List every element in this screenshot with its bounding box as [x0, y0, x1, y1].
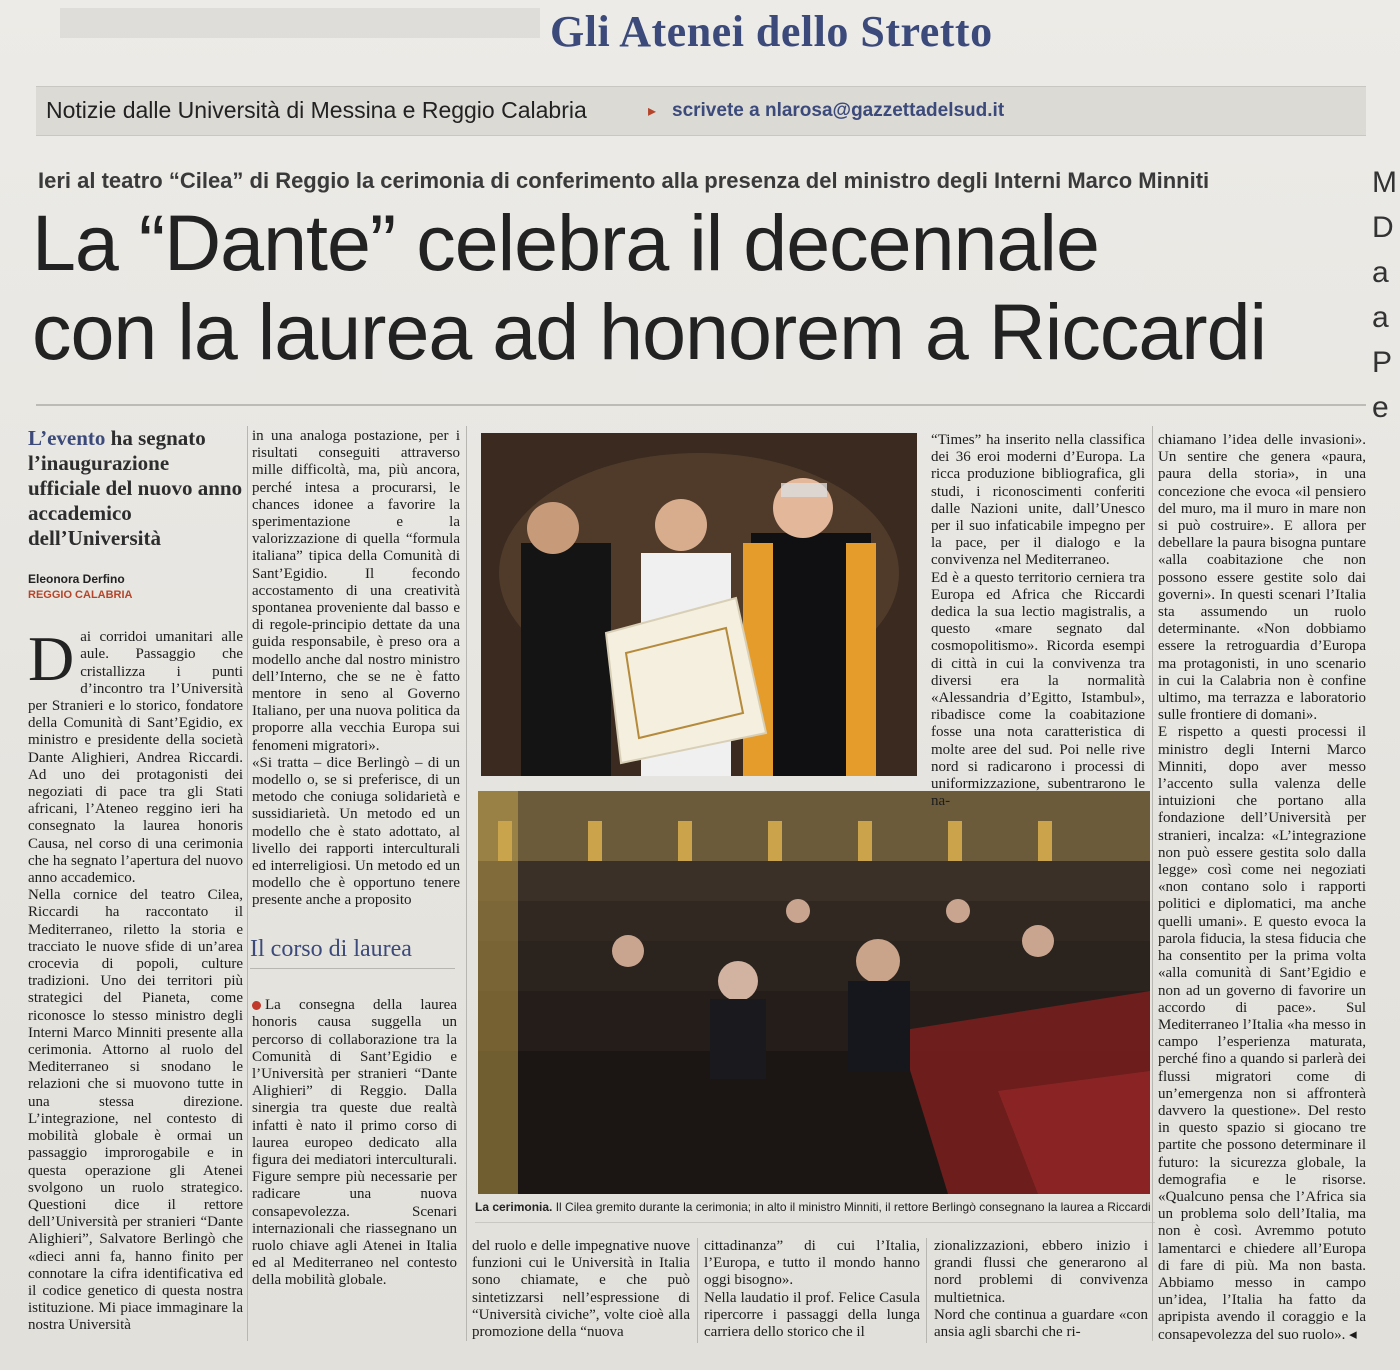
- subhead-rule: [250, 968, 455, 969]
- column-1-text: ai corridoi umanitari alle aule. Passaggio che cristallizza i punti d’incontro tra l’Università per Stranieri e lo storico, fondatore della Comunità di Sant’Egidio, ex ministro e presidente della società Dante Alighieri, Andrea Riccardi. Ad uno dei protagonisti dei negoziati di pace tra gli Stati africani, l’Ateneo reggino ieri ha consegnato la laurea honoris Causa, nel corso di una cerimonia che ha segnato l’apertura del nuovo anno accademico. Nella cornice del teatro Cilea, Riccardi ha raccontato il Mediterraneo, riletto la storia e tracciato le nuove sfide di un’area crocevia di popoli, culture tradizioni. Uno dei territori più strategici del Pianeta, come riconosce lo stesso ministro degli Interni Marco Minniti presente alla cerimonia. Attorno al ruolo del Mediterraneo si snodano le relazioni che si muovono tutte in una stessa direzione. L’integrazione, nel contesto di mobilità globale è ormai un passaggio improrogabile e in questa operazione gli Atenei svolgono un ruolo strategico. Questioni dice il rettore dell’Università per stranieri “Dante Alighieri”, Salvatore Berlingò che «dieci anni fa, hanno finito per connotare la cifra identificativa ed il codice genetico di questa nostra istituzione. Mi piace immaginare la nostra Università: [28, 629, 243, 1334]
- notice-bar: [36, 86, 1366, 136]
- divider: [36, 404, 1366, 406]
- photo-audience: [478, 791, 1150, 1194]
- column-rule: [1152, 426, 1153, 1341]
- photo-caption: [475, 1200, 1155, 1214]
- edge-letter: a: [1372, 301, 1389, 334]
- column-4: chiamano l’idea delle invasioni». Un sentire che genera «paura, paura della storia», in una concezione che evoca «il pensiero del muro, ma il muro in mare non si può costruire». E allora per debellare la paura bisogna puntare «alla coabitazione che non possono essere gestite solo dai governi». In questi scenari l’Italia sta assumendo un ruolo determinante. «Non dobbiamo essere la retroguardia d’Europa ma protagonisti, in uno scenario in cui la Calabria non è confine ultimo, ma terrazza e laboratorio sulle frontiere di domani». E rispetto a questi processi il ministro degli Interni Marco Minniti, dopo aver messo l’accento sulla valenza delle intuizioni che portano alla fondazione dell’Università per stranieri, incalza: «L’integrazione non può essere gestita solo dalla legge» così come nei negoziati «non contano solo i rapporti politici e diplomatici, ma anche quelli umani». E questo evoca la parola fiducia, la stesa fiducia che ha consentito per la prima volta «alla comunità di Sant’Egidio e non ad un governo di favorire un accordo di pace». Sul Mediterraneo l’Italia «ha messo in campo l’esperienza maturata, perché fino a quando si parlerà dei flussi migratori come di un’emergenza non si affronterà davvero la questione». Del resto in questo spazio si giocano tre partite che possono determinare il futuro: la sicurezza globale, la demografia e le risorse. «Qualcuno pensa che l’Africa sia un problema solo dell’Italia, ma non è così. Avremmo potuto lamentarci e chiedere all’Europa di fare di più. Ma non basta. Abbiamo messo in campo un’idea, l’Italia ha fatto da apripista avendo il coraggio e la consapevolezza del suo ruolo». ◂: [1158, 432, 1366, 1343]
- box-text-body: La consegna della laurea honoris causa suggella un percorso di collaborazione tra la Comunità di Sant’Egidio e l’Università per stranieri “Dante Alighieri” di Reggio. Dalla sinergia tra queste due realtà infatti è nato il primo corso di laurea europeo dedicato alla figura dei mediatori interculturali. Figure sempre più necessarie per radicare una nuova consapevolezza. Scenari internazionali che riassegnano un ruolo chiave agli Atenei in Italia ed al Mediterraneo nel contesto della mobilità globale.: [252, 997, 457, 1289]
- audience-illustration: [478, 791, 1150, 1194]
- box-text: [252, 980, 457, 1340]
- column-2: in una analoga postazione, per i risultati conseguiti attraverso mille difficoltà, ma, più ancora, perché intesa a procurarsi, le chances idonee a favorire la sperimentazione e la valorizzazione di quella “formula italiana” tipica della Comunità di Sant’Egidio. Il fecondo accostamento di una creatività spontanea proveniente dal basso e di regole-principio dettate da una guida responsabile, è preso ora a modello anche dal nostro ministro dell’Interno, che se ne è fatto mentore in seno al Governo Italiano, per una nuova politica da proporre alla vecchia Europa sui fenomeni migratori». «Si tratta – dice Berlingò – di un modello o, se si preferisce, di un metodo che coniuga solidarietà e sussidiarietà. Un metodo ed un modello che è stato adottato, al livello dei rapporti interculturali ed interreligiosi. Un metodo ed un modello che è opportuno tenere presente anche a proposito: [252, 428, 460, 909]
- lead-accent: L’evento: [28, 426, 106, 450]
- edge-letter: P: [1372, 346, 1393, 379]
- column-bottom-1: del ruolo e delle impegnative nuove funzioni cui le Università in Italia sono chiamate, e che può sintetizzarsi nell’espressione di “Università civiche”, volte cioè alla promozione della “nuova: [472, 1238, 690, 1341]
- section-title: Gli Atenei dello Stretto: [550, 7, 993, 56]
- byline: [28, 572, 243, 601]
- headline: [32, 198, 1362, 376]
- column-bottom-3: zionalizzazioni, ebbero inizio i grandi flussi che generarono al nord problemi di convivenza multietnica. Nord che continua a guardare «con ansia agli sbarchi che ri-: [934, 1238, 1148, 1341]
- column-3: “Times” ha inserito nella classifica dei 36 eroi moderni d’Europa. La ricca produzione bibliografica, gli studi, i riconoscimenti conferiti dalle Nazioni unite, dall’Unesco per il suo infaticabile impegno per la pace, per il dialogo e la convivenza nel Mediterraneo. Ed è a questo territorio cerniera tra Europa ed Africa che Riccardi dedica la sua lectio magistralis, a questo «mare segnato dal cosmopolitismo». Ricorda esempi di città in cui la convivenza tra diversi era la normalità «Alessandria d’Egitto, Istambul», ribadisce come la coabitazione fosse una nota caratteristica di molte aree del sud. Poi nelle rive nord si radicarono i processi di uniformizzazione, subentrarono le na-: [931, 432, 1145, 810]
- edge-letter: e: [1372, 391, 1389, 424]
- caption-rule: [475, 1222, 1155, 1223]
- arrow-icon: ▸: [648, 101, 657, 120]
- caption-text: Il Cilea gremito durante la cerimonia; in alto il ministro Minniti, il rettore Berlingò consegnano la laurea a Riccardi: [552, 1200, 1151, 1214]
- column-rule: [926, 1238, 927, 1343]
- column-rule: [697, 1238, 698, 1343]
- photo-ceremony: [481, 433, 917, 776]
- dateline: REGGIO CALABRIA: [28, 589, 133, 601]
- column-rule: [466, 426, 467, 1341]
- ceremony-illustration: [481, 433, 917, 776]
- edge-letter: M: [1372, 166, 1397, 199]
- lead-summary: [28, 426, 243, 551]
- edge-letter: D: [1372, 211, 1394, 244]
- kicker: Ieri al teatro “Cilea” di Reggio la cerimonia di conferimento alla presenza del ministro degli Interni Marco Minniti: [38, 168, 1210, 193]
- bullet-icon: [252, 1001, 261, 1010]
- column-1: [28, 612, 243, 1347]
- headline-line-2: con la laurea ad honorem a Riccardi: [32, 287, 1267, 376]
- headline-line-1: La “Dante” celebra il decennale: [32, 198, 1099, 287]
- contact-email[interactable]: scrivete a nlarosa@gazzettadelsud.it: [672, 100, 1005, 121]
- bleed-through: [60, 8, 540, 38]
- column-rule: [247, 426, 248, 1341]
- notice-text: Notizie dalle Università di Messina e Reggio Calabria: [46, 97, 587, 123]
- drop-cap: D: [28, 623, 75, 695]
- author: Eleonora Derfino: [28, 572, 125, 586]
- edge-letter: a: [1372, 256, 1389, 289]
- column-bottom-2: cittadinanza” di cui l’Italia, l’Europa, e tutto il mondo hanno oggi bisogno». Nella laudatio il prof. Felice Casula ripercorre i passaggi della lunga carriera dello storico che il: [704, 1238, 920, 1341]
- lead-text: ha segnato l’inaugurazione ufficiale del nuovo anno accademico dell’Università: [28, 426, 243, 550]
- box-subhead: Il corso di laurea: [250, 936, 412, 962]
- adjacent-article-edge: [1372, 160, 1400, 1370]
- caption-label: La cerimonia.: [475, 1200, 553, 1214]
